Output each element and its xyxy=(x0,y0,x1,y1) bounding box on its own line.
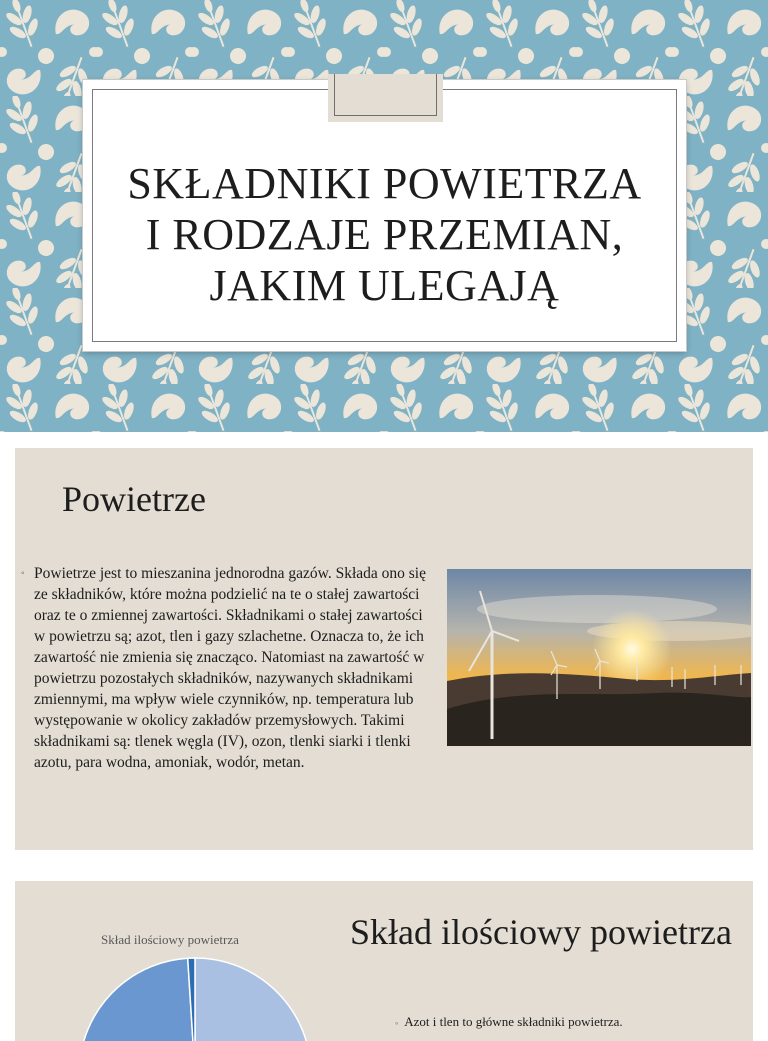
title-card xyxy=(83,80,686,351)
slide-heading: Powietrze xyxy=(62,479,206,519)
title-line-1: SKŁADNIKI POWIETRZA xyxy=(127,159,642,208)
slide-title xyxy=(127,120,641,311)
title-line-2: I RODZAJE PRZEMIAN, xyxy=(145,210,624,259)
title-tab-frame xyxy=(334,74,437,116)
powietrze-slide xyxy=(15,448,753,850)
bullet-text: Powietrze jest to mieszanina jednorodna gazów. Składa ono się ze składników, które można podzielić na te o stałej zawartości oraz te o zmiennej zawartości. Składnikami o stałej zawartości w powietrzu są; azot, tlen i gazy szlachetne. Oznacza to, że ich zawartość nie zmienia się znacząco. Natomiast na zawartość w powietrzu pozostałych składników, nazywanych składnikami zmiennymi, ma wpływ wiele czynników, np. temperatura lub występowanie w okolicy zakładów przemysłowych. Takimi składnikami są: tlenek węgla (IV), ozon, tlenki siarki i tlenki azotu, para wodna, amoniak, wodór, metan. xyxy=(34,565,426,771)
title-slide xyxy=(0,0,768,432)
title-line-3: JAKIM ULEGAJĄ xyxy=(209,261,560,310)
sklad-slide xyxy=(15,881,753,1041)
slide-heading: Skład ilościowy powietrza xyxy=(350,912,732,952)
wind-turbines-sunset-photo xyxy=(447,569,751,746)
bullet-item xyxy=(395,1014,623,1031)
bullet-text: Azot i tlen to główne składniki powietrza. xyxy=(404,1014,623,1029)
title-tab-decoration xyxy=(328,74,443,122)
pie-chart xyxy=(15,881,345,1041)
bullet-icon: ◦ xyxy=(21,568,25,579)
title-frame xyxy=(92,89,677,342)
bullet-item xyxy=(21,563,433,773)
pie-slice-2 xyxy=(81,958,195,1041)
bullet-icon: ◦ xyxy=(395,1018,399,1028)
chart-title: Skład ilościowy powietrza xyxy=(101,932,239,947)
